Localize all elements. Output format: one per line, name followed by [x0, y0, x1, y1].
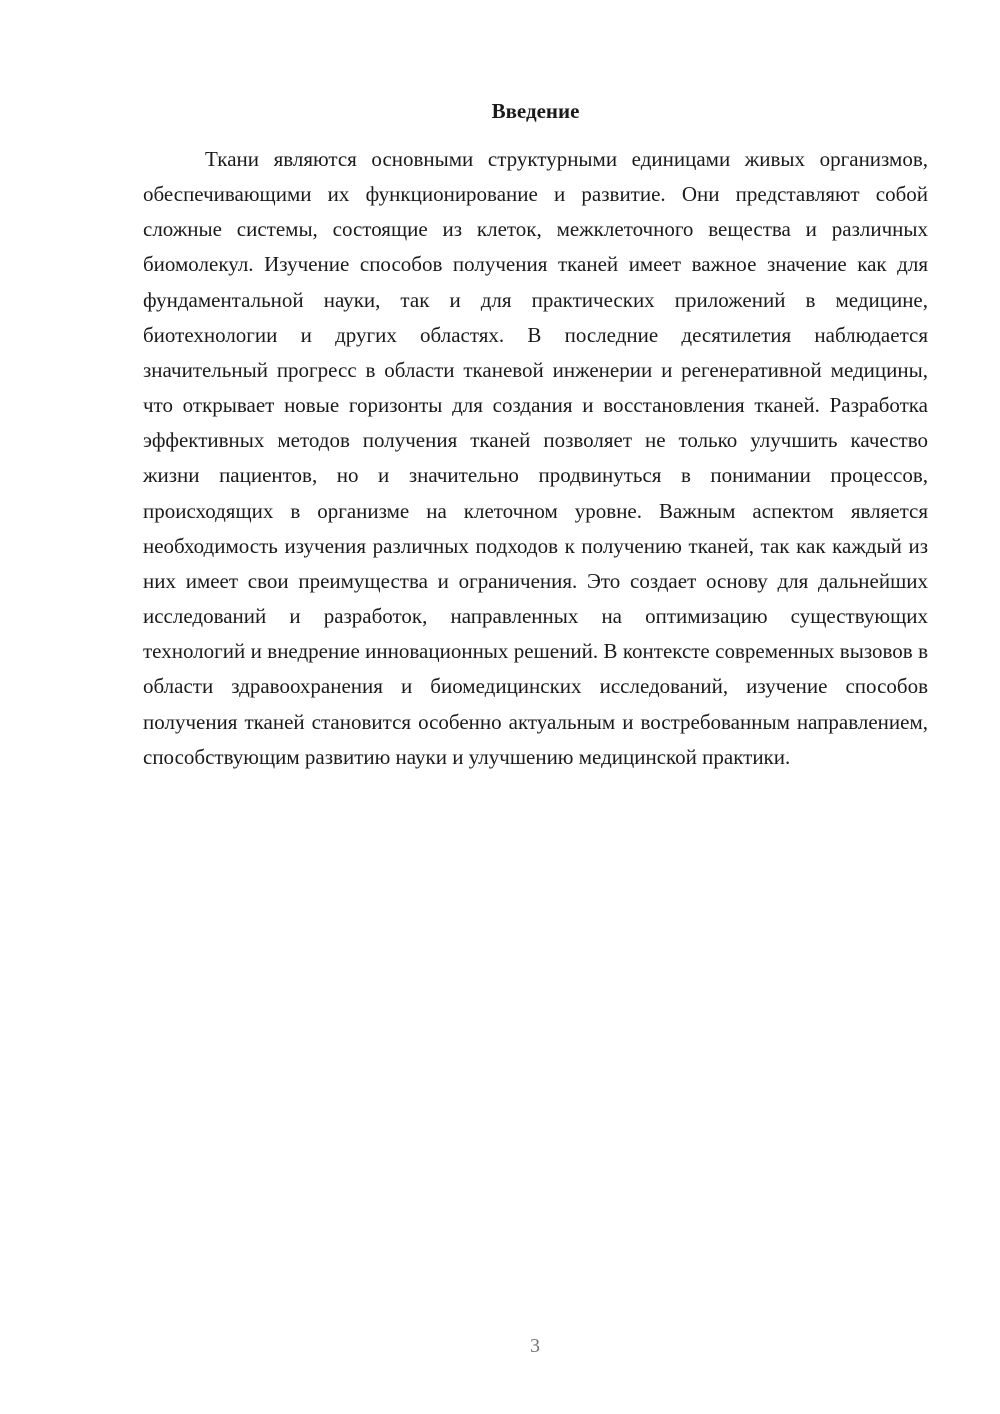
page-number: 3 — [530, 1335, 540, 1357]
section-heading: Введение — [491, 99, 580, 123]
intro-paragraph: Ткани являются основными структурными единицами живых организмов, обеспечивающими их функционирование и развитие. Они представляют собой сложные системы, состоящие из клеток, межклеточного вещества и различных биомолекул. Изучение способов получения тканей имеет важное значение как для фундаментальной науки, так и для практических приложений в медицине, биотехнологии и других областях. В последние десятилетия наблюдается значительный прогресс в области тканевой инженерии и регенеративной медицины, что открывает новые горизонты для создания и восстановления тканей. Разработка эффективных методов получения тканей позволяет не только улучшить качество жизни пациентов, но и значительно продвинуться в понимании процессов, происходящих в организме на клеточном уровне. Важным аспектом является необходимость изучения различных подходов к получению тканей, так как каждый из них имеет свои преимущества и ограничения. Это создает основу для дальнейших исследований и разработок, направленных на оптимизацию существующих технологий и внедрение инновационных решений. В контексте современных вызовов в области здравоохранения и биомедицинских исследований, изучение способов получения тканей становится особенно актуальным и востребованным направлением, способствующим развитию науки и улучшению медицинской практики. — [143, 147, 928, 769]
